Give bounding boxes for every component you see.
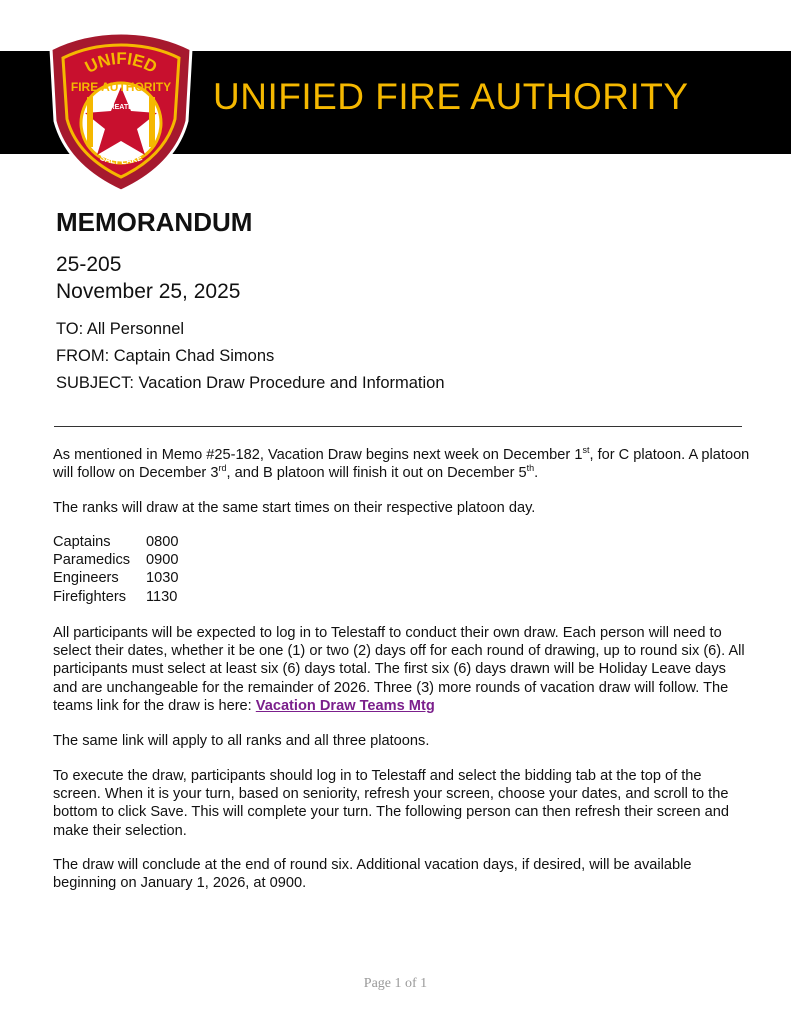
- paragraph-procedure: To execute the draw, participants should log in to Telestaff and select the bidding tab at the top of the screen. When it is your turn, based on seniority, refresh your screen, choose your dates, and scroll to the bottom to click Save. This will complete your turn. The following person can then refresh their screen and make their selection.: [53, 768, 729, 839]
- memo-number: 25-205: [56, 253, 122, 276]
- fire-authority-logo: [47, 31, 195, 193]
- paragraph-schedule: As mentioned in Memo #25-182, Vacation Draw begins next week on December 1st, for C platoon. A platoon will follow on December 3rd, and B platoon will finish it out on December 5th.: [53, 445, 750, 482]
- memo-date: November 25, 2025: [56, 280, 241, 303]
- page-number: Page 1 of 1: [363, 976, 428, 991]
- table-row: Captains 0800: [53, 534, 179, 550]
- paragraph-ranks-intro: The ranks will draw at the same start times on their respective platoon day.: [53, 500, 536, 516]
- paragraph-conclusion: The draw will conclude at the end of round six. Additional vacation days, if desired, will be available beginning on January 1, 2026, at 0900.: [53, 857, 692, 892]
- table-row: Engineers 1030: [53, 570, 179, 587]
- table-row: Firefighters 1130: [53, 588, 178, 605]
- memo-to: TO: All Personnel: [56, 320, 185, 338]
- org-title: UNIFIED FIRE AUTHORITY: [213, 76, 689, 117]
- teams-meeting-link[interactable]: Vacation Draw Teams Mtg: [255, 697, 435, 714]
- table-row: Paramedics 0900: [53, 552, 179, 569]
- memo-heading: MEMORANDUM: [56, 207, 253, 237]
- logo-text-greater: GREATER: [104, 104, 138, 111]
- memo-from: FROM: Captain Chad Simons: [56, 347, 275, 365]
- logo-text-salt-lake: SALT LAKE: [98, 153, 144, 167]
- logo-text-fire-authority: FIRE AUTHORITY: [70, 80, 172, 94]
- paragraph-link-scope: The same link will apply to all ranks and all three platoons.: [53, 733, 430, 749]
- paragraph-instructions: All participants will be expected to log in to Telestaff to conduct their own draw. Each person will need to select their dates, whether it be one (1) or two (2) days off for each round of drawing, up to round six (6). All participants must select at least six (6) days total. The first six (6) days drawn will be Holiday Leave days and are unchangeable for the remainder of 2026. Three (3) more rounds of vacation draw will follow. The teams link for the draw is here: Vacation Draw Teams Mtg: [53, 625, 745, 714]
- memo-subject: SUBJECT: Vacation Draw Procedure and Information: [56, 374, 445, 392]
- divider: [54, 426, 742, 427]
- logo-text-unified: UNIFIED: [82, 48, 160, 77]
- rank-times-table: [53, 533, 178, 606]
